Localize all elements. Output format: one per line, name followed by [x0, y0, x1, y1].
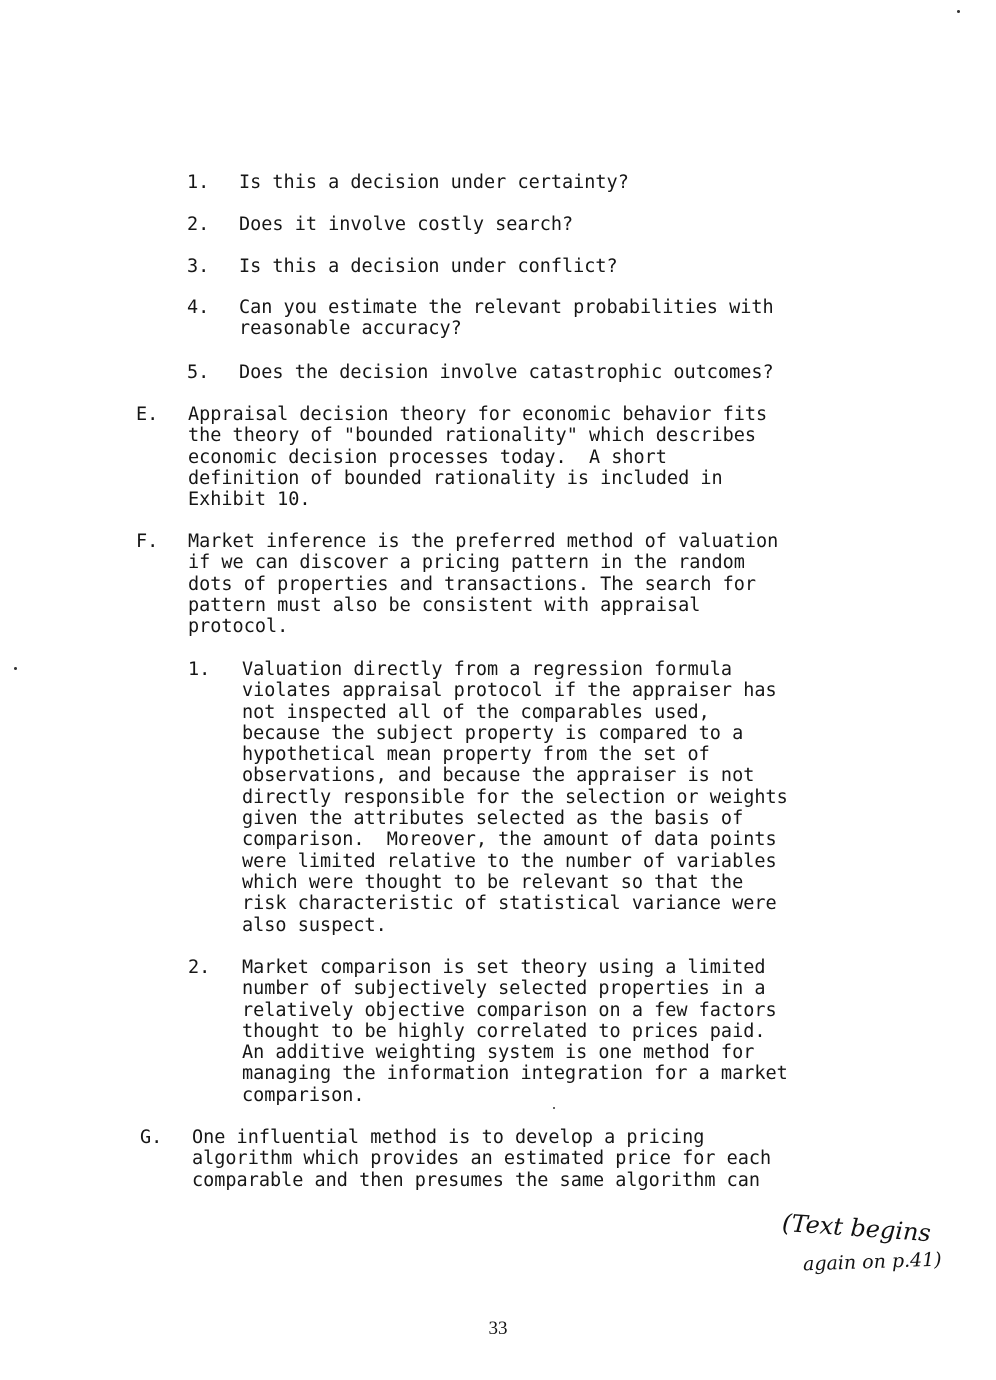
- section-text: One influential method is to develop a pricing algorithm which provides an estimated price for each comparable and then presumes the same algorithm can: [192, 1127, 772, 1191]
- scan-speck: [14, 667, 17, 670]
- question-text: Does it involve costly search?: [239, 214, 574, 235]
- question-number: 2.: [187, 214, 210, 235]
- question-text: Is this a decision under certainty?: [239, 172, 629, 193]
- scan-speck: [957, 10, 960, 13]
- question-number: 4.: [187, 297, 210, 318]
- handwritten-note-line-2: again on p.41): [802, 1248, 943, 1276]
- subitem-number: 1.: [188, 659, 211, 680]
- page-number: 33: [488, 1318, 508, 1339]
- subitem-text: Valuation directly from a regression formula violates appraisal protocol if the appraiser has not inspected all of the comparables used, because the subject property is compared to a hypothetical mean property from the set of observations, and because the appraiser is not directly responsible for the selection or weights given the attributes selected as the basis of comparison. Moreover, the amount of data points were limited relative to the number of variables which were thought to be relevant so that the risk characteristic of statistical variance were also suspect.: [242, 659, 788, 936]
- question-number: 1.: [187, 172, 210, 193]
- question-text: Does the decision involve catastrophic outcomes?: [239, 362, 774, 383]
- scan-speck: [553, 1107, 555, 1109]
- subitem-text: Market comparison is set theory using a limited number of subjectively selected properties in a relatively objective comparison on a few factors thought to be highly correlated to prices paid. An additive weighting system is one method for managing the information integration for a market comparison.: [242, 957, 788, 1106]
- handwritten-note-line-1: (Text begins: [781, 1208, 932, 1248]
- section-text: Appraisal decision theory for economic behavior fits the theory of "bounded rationality" which describes economic decision processes today. A short definition of bounded rationality is included in Exhibit 10.: [188, 404, 768, 511]
- section-text: Market inference is the preferred method of valuation if we can discover a pricing pattern in the random dots of properties and transactions. The search for pattern must also be consistent with appraisal protocol.: [188, 531, 779, 638]
- section-letter: E.: [136, 404, 159, 425]
- question-text: Can you estimate the relevant probabilities with reasonable accuracy?: [239, 297, 774, 340]
- question-number: 5.: [187, 362, 210, 383]
- question-text: Is this a decision under conflict?: [239, 256, 618, 277]
- question-number: 3.: [187, 256, 210, 277]
- subitem-number: 2.: [188, 957, 211, 978]
- section-letter: F.: [136, 531, 159, 552]
- section-letter: G.: [140, 1127, 163, 1148]
